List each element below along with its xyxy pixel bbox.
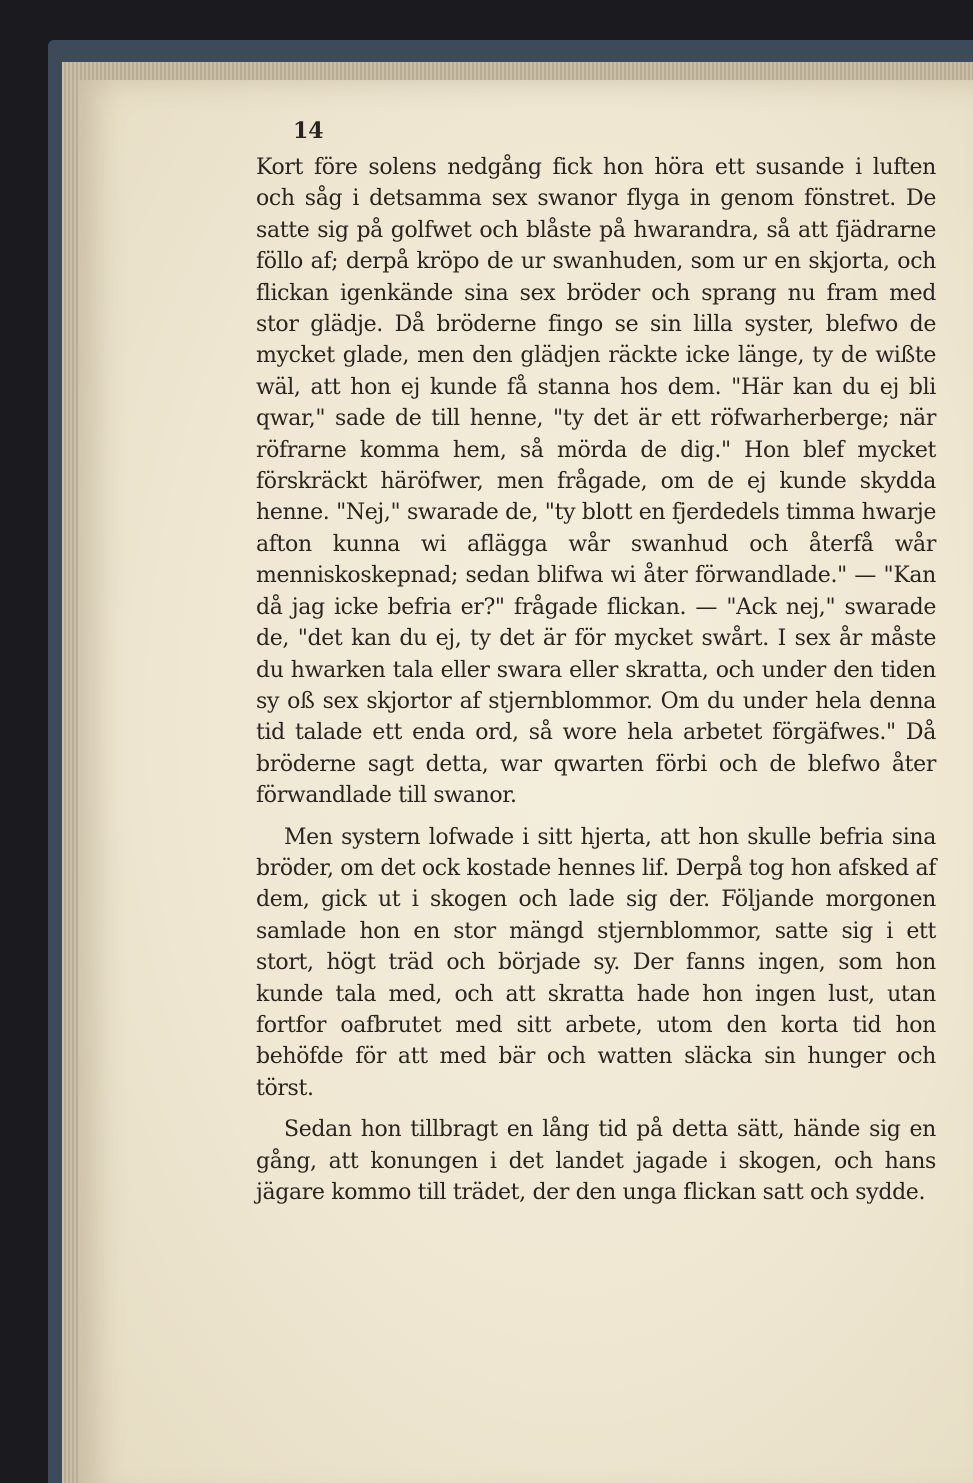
body-text [256,152,936,1208]
paragraph-2: Men systern lofwade i sitt hjerta, att hon skulle befria sina bröder, om det ock kostade hennes lif. Derpå tog hon afsked af dem, gick ut i skogen och lade sig der. Följande morgonen samlade hon en stor mängd stjernblommor, satte sig i ett stort, högt träd och började sy. Der fanns ingen, som hon kunde tala med, och att skratta hade hon ingen lust, utan fortfor oafbrutet med sitt arbete, utom den korta tid hon behöfde för att med bär och watten släcka sin hunger och törst. [256,824,936,1101]
paragraph-1: Kort före solens nedgång fick hon höra ett susande i luften och såg i detsamma sex swanor flyga in genom fönstret. De satte sig på golfwet och blåste på hwarandra, så att fjädrarne föllo af; derpå kröpo de ur swanhuden, som ur en skjorta, och flickan igenkände sina sex bröder och sprang nu fram med stor glädje. Då bröderne fingo se sin lilla syster, blefwo de mycket glade, men den glädjen räckte icke länge, ty de wißte wäl, att hon ej kunde få stanna hos dem. "Här kan du ej bli qwar," sade de till henne, "ty det är ett röfwarherberge; när röfrarne komma hem, så mörda de dig." Hon blef mycket förskräckt häröfwer, men frågade, om de ej kunde skydda henne. "Nej," swarade de, "ty blott en fjerdedels timma hwarje afton kunna wi aflägga wår swanhud och återfå wår menniskoskepnad; sedan blifwa wi åter förwandlade." — "Kan då jag icke befria er?" frågade flickan. — "Ack nej," swarade de, "det kan du ej, ty det är för mycket swårt. I sex år måste du hwarken tala eller swara eller skratta, och under den tiden sy oß sex skjortor af stjernblommor. Om du under hela denna tid talade ett enda ord, så wore hela arbetet förgäfwes." Då bröderne sagt detta, war qwarten förbi och de blefwo åter förwandlade till swanor. [256,155,937,809]
page-number: 14 [293,118,324,144]
paragraph-3: Sedan hon tillbragt en lång tid på detta sätt, hände sig en gång, att konungen i det landet jagade i skogen, och hans jägare kommo till trädet, der den unga flickan satt och sydde. [256,1117,936,1205]
